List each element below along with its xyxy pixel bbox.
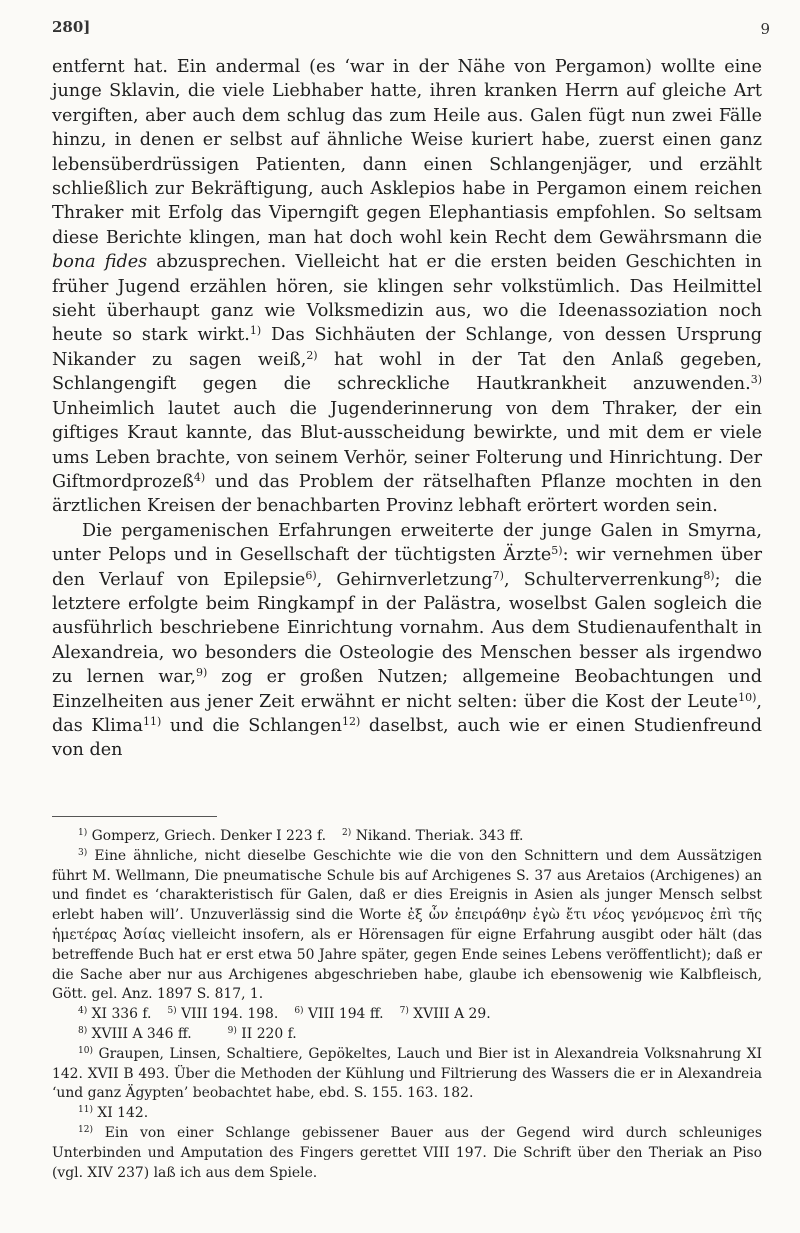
footnote-8: XVIII A 346 ff.: [87, 1025, 192, 1042]
footnote-divider: [52, 816, 217, 817]
footnote-ref-11[interactable]: 11): [142, 714, 162, 728]
italic-phrase: bona fides: [52, 252, 148, 273]
footnote-mark-8: 8): [78, 1025, 88, 1036]
footnote-4: XI 336 f.: [87, 1006, 152, 1023]
footnote-6: VIII 194 ff.: [303, 1006, 384, 1023]
footnote-mark-11: 11): [78, 1105, 93, 1116]
footnote-line-3: [52, 847, 762, 1005]
footnote-ref-10[interactable]: 10): [738, 690, 757, 704]
footnote-ref-3[interactable]: 3): [750, 373, 762, 387]
footnote-mark-12: 12): [78, 1124, 93, 1135]
footnote-ref-2[interactable]: 2): [306, 348, 318, 362]
page-header: [52, 4, 776, 38]
footnote-ref-7[interactable]: 7): [492, 568, 504, 582]
signature-mark: 9: [760, 20, 770, 38]
paragraph-2: Die pergamenischen Erfahrungen erweiterte der junge Galen in Smyrna, unter Pelops und in Gesellschaft der tüchtigsten Ärzte$^{5)}$: wir vernehmen über den Verlauf von Epilepsie$^{6)}$, Gehirnverletzung$^{7)}$, Schulterverrenkung$^{8)}$; die letztere erfolgte beim Ringkampf in der Palästra, woselbst Galen sogleich die ausführlich beschriebene Einrichtung vornahm. Aus dem Studienaufenthalt in Alexandreia, wo besonders die Osteologie des Menschen besser als irgendwo zu lernen war,$^{9)}$ zog er großen Nutzen; allgemeine Beobachtungen und Einzelheiten aus jener Zeit erwähnt er nicht selten: über die Kost der Leute$^{10)}$, das Klima$^{11)}$ und die Schlangen$^{12)}$ daselbst, auch wie er einen Studienfreund von den: [52, 520, 763, 761]
footnote-ref-5[interactable]: 5): [551, 544, 563, 558]
footnote-9: II 220 f.: [236, 1025, 297, 1042]
paragraph-1: entfernt hat. Ein andermal (es ‘war in der Nähe von Pergamon) wollte eine junge Sklavin, die viele Liebhaber hatte, ihren kranken Herrn auf gleiche Art vergiften, aber auch dem schlug das zum Heile aus. Galen fügt nun zwei Fälle hinzu, in denen er selbst auf ähnliche Weise kuriert habe, zuerst einen ganz lebensüberdrüssigen Patienten, dann einen Schlangenjäger, und erzählt schließlich zur Bekräftigung, auch Asklepios habe in Pergamon einem reichen Thraker mit Erfolg das Viperngift gegen Elephantiasis empfohlen. So seltsam diese Berichte klingen, man hat doch wohl kein Recht dem Gewährsmann die bona fides abzusprechen. Vielleicht hat er die ersten beiden Geschichten in früher Jugend erzählen hören, sie klingen sehr volkstümlich. Das Heilmittel sieht überhaupt ganz wie Volksmedizin aus, wo die Ideenassoziation noch heute so stark wirkt.$^{1)}$ Das Sichhäuten der Schlange, von dessen Ursprung Nikander zu sagen weiß,$^{2)}$ hat wohl in der Tat den Anlaß gegeben, Schlangengift gegen die schreckliche Hautkrankheit anzuwenden.$^{3)}$ Unheimlich lautet auch die Jugenderinnerung von dem Thraker, der ein giftiges Kraut kannte, das Blut-ausscheidung bewirkte, und mit dem er viele ums Leben brachte, von seinem Verhör, seiner Folterung und Hinrichtung. Der Giftmordprozeß$^{4)}$ und das Problem der rätselhaften Pflanze mochten in den ärztlichen Kreisen der benachbarten Provinz lebhaft erörtert worden sein.: [52, 57, 762, 517]
footnote-mark-4: 4): [78, 1006, 88, 1017]
footnote-ref-9[interactable]: 9): [195, 666, 208, 680]
main-text: [52, 55, 762, 763]
footnote-mark-3: 3): [78, 847, 88, 858]
footnote-mark-9: 9): [227, 1025, 237, 1036]
footnote-ref-6[interactable]: 6): [305, 568, 317, 582]
footnotes: [52, 827, 762, 1183]
footnote-ref-8[interactable]: 8): [703, 568, 715, 582]
footnote-1: Gomperz, Griech. Denker I 223 f.: [87, 828, 327, 844]
footnote-5: VIII 194. 198.: [176, 1006, 279, 1023]
footnote-10: Graupen, Linsen, Schaltiere, Gepökeltes, Lauch und Bier ist in Alexandreia Volksnahrung XI 142. XVII B 493. Über die Methoden der Kühlung und Filtrierung des Wassers die er in Alexandreia ‘und ganz Ägypten’ beobachtet habe, ebd. S. 155. 163. 182.: [52, 1045, 762, 1102]
footnote-2: Nikand. Theriak. 343 ff.: [351, 828, 524, 844]
footnote-line-10: [52, 1045, 762, 1104]
footnote-mark-1: 1): [78, 828, 88, 838]
footnote-mark-7: 7): [399, 1006, 409, 1017]
footnote-mark-2: 2): [342, 828, 352, 838]
footnote-mark-10: 10): [78, 1045, 93, 1056]
footnote-12: Ein von einer Schlange gebissener Bauer aus der Gegend wird durch schleuniges Unterbinden und Amputation des Fingers gerettet VIII 197. Die Schrift über den Theriak an Piso (vgl. XIV 237) laß ich aus dem Spiele.: [52, 1124, 762, 1181]
footnote-11: XI 142.: [92, 1105, 149, 1122]
footnote-7: XVIII A 29.: [408, 1006, 491, 1023]
footnote-3: Eine ähnliche, nicht dieselbe Geschichte wie die von den Schnittern und dem Aussätzigen führt M. Wellmann, Die pneumatische Schule bis auf Archigenes S. 37 aus Aretaios (Archigenes) an und findet es ‘charakteristisch für Galen, daß er dies Ereignis in Asien als junger Mensch selbst erlebt haben will’. Unzuverlässig sind die Worte ἐξ ὧν ἐπειράθην ἐγὼ ἔτι νέος γενόμενος ἐπὶ τῆς ἡμετέρας Ἀσίας vielleicht insofern, als er Hörensagen für eigne Erfahrung ausgibt oder hält (das betreffende Buch hat er erst etwa 50 Jahre später, gegen Ende seines Lebens veröffentlicht); daß er die Sache aber nur aus Archigenes abgeschrieben habe, glaube ich ebensowenig wie Kalbfleisch, Gött. gel. Anz. 1897 S. 817, 1.: [52, 847, 762, 1003]
footnote-ref-12[interactable]: 12): [341, 714, 361, 728]
footnote-ref-1[interactable]: 1): [249, 324, 262, 338]
footnote-line-12: [52, 1124, 762, 1183]
page-number: 280]: [52, 18, 91, 36]
footnote-mark-5: 5): [167, 1006, 177, 1017]
footnote-line-8-9: [52, 1025, 762, 1045]
footnote-line-11: [52, 1104, 762, 1124]
footnote-line-4-7: [52, 1005, 762, 1025]
footnote-line-1-2: [52, 827, 762, 847]
footnote-ref-4[interactable]: 4): [193, 470, 206, 484]
footnote-mark-6: 6): [294, 1006, 304, 1017]
